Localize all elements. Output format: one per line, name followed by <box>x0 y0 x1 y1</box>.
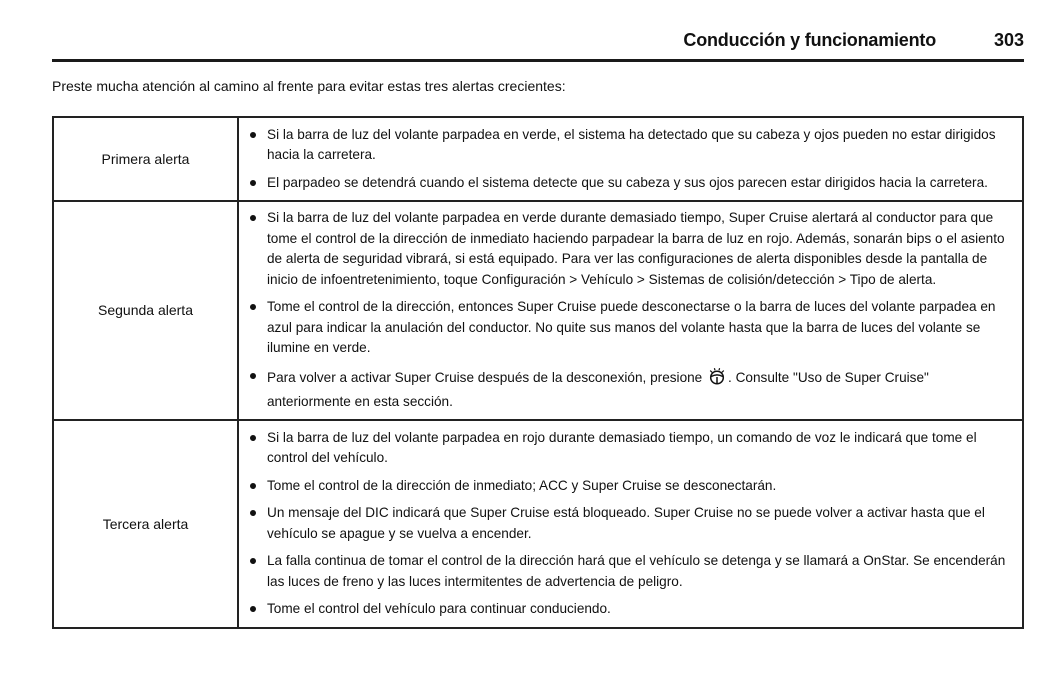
bullet-item: Si la barra de luz del volante parpadea en verde, el sistema ha detectado que su cabeza y ojos pueden no estar dirigidos hacia la carretera. <box>247 125 1016 166</box>
alerts-table <box>52 116 1024 629</box>
bullet-item: Tome el control de la dirección, entonces Super Cruise puede desconectarse o la barra de luces del volante parpadea en azul para indicar la anulación del conductor. No quite sus manos del volante hasta que la barra de luces del volante se ilumine en verde. <box>247 297 1016 359</box>
bullet-list <box>247 125 1016 194</box>
bullet-list <box>247 428 1016 620</box>
bullet-item: Si la barra de luz del volante parpadea en rojo durante demasiado tiempo, un comando de voz le indicará que tome el control del vehículo. <box>247 428 1016 469</box>
alert-content <box>238 420 1023 628</box>
page-number: 303 <box>993 30 1024 50</box>
bullet-text-after-icon: . Consulte "Uso de Super Cruise" anteriormente en esta sección. <box>267 369 929 409</box>
intro-paragraph: Preste mucha atención al camino al frente para evitar estas tres alertas crecientes: <box>52 78 566 94</box>
bullet-item: Un mensaje del DIC indicará que Super Cruise está bloqueado. Super Cruise no se puede volver a activar hasta que el vehículo se apague y se vuelva a encender. <box>247 503 1016 544</box>
alert-label: Segunda alerta <box>53 201 238 420</box>
alert-row-tercera <box>53 420 1023 628</box>
bullet-item: El parpadeo se detendrá cuando el sistema detecte que su cabeza y sus ojos parecen estar dirigidos hacia la carretera. <box>247 173 1016 194</box>
alert-content <box>238 117 1023 201</box>
alert-row-primera <box>53 117 1023 201</box>
super-cruise-steering-wheel-icon <box>707 366 727 393</box>
alert-label: Primera alerta <box>53 117 238 201</box>
page-header <box>52 28 1024 62</box>
bullet-item: Tome el control del vehículo para continuar conduciendo. <box>247 599 1016 620</box>
bullet-item: La falla continua de tomar el control de la dirección hará que el vehículo se detenga y se llamará a OnStar. Se encenderán las luces de freno y las luces intermitentes de advertencia de peligro. <box>247 551 1016 592</box>
bullet-text-before-icon: Para volver a activar Super Cruise después de la desconexión, presione <box>267 369 707 385</box>
alert-content <box>238 201 1023 420</box>
bullet-item: Si la barra de luz del volante parpadea en verde durante demasiado tiempo, Super Cruise alertará al conductor para que tome el control de la dirección de inmediato haciendo parpadear la barra de luz en rojo. Además, sonarán bips o el asiento de alerta de seguridad vibrará, si está equipado. Para ver las configuraciones de alerta disponibles desde la pantalla de inicio de infoentretenimiento, toque Configuración > Vehículo > Sistemas de colisión/detección > Tipo de alerta. <box>247 208 1016 290</box>
bullet-item: Tome el control de la dirección de inmediato; ACC y Super Cruise se desconectarán. <box>247 476 1016 497</box>
bullet-list <box>247 208 1016 413</box>
alert-row-segunda <box>53 201 1023 420</box>
alert-label: Tercera alerta <box>53 420 238 628</box>
bullet-item-with-icon <box>247 366 1016 413</box>
section-title: Conducción y funcionamiento <box>683 30 936 50</box>
